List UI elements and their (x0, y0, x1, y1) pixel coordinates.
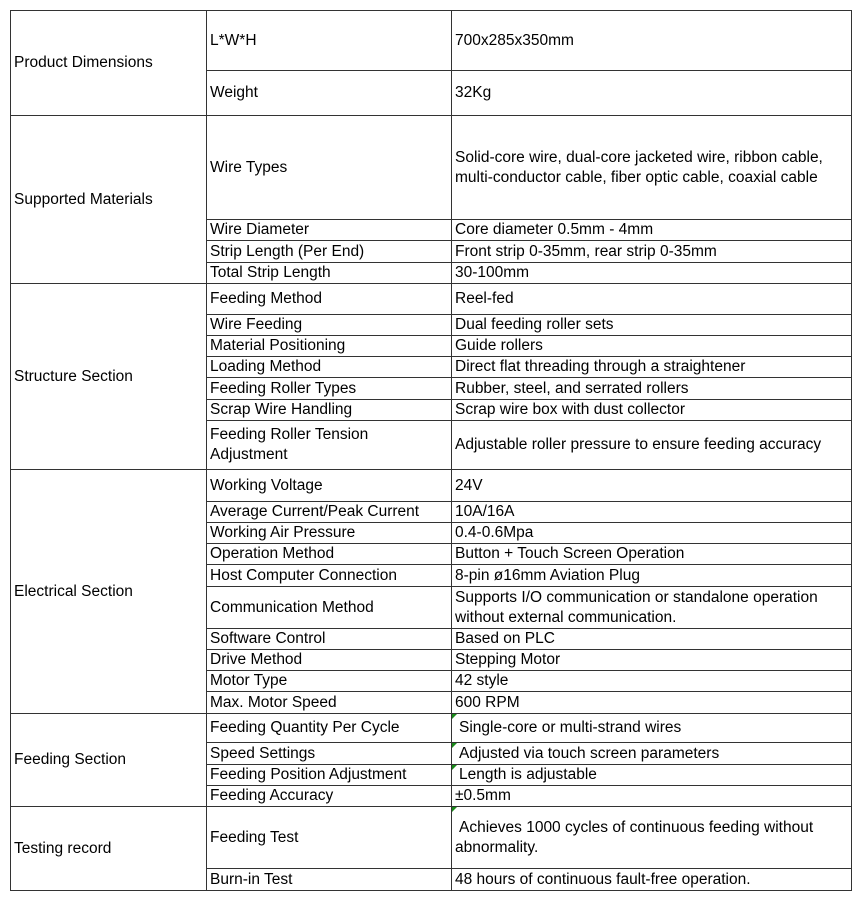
spec-value: 42 style (452, 671, 852, 692)
spec-label: L*W*H (207, 11, 452, 71)
spec-label: Speed Settings (207, 743, 452, 765)
spec-label: Feeding Roller Types (207, 378, 452, 400)
spec-value: 30-100mm (452, 263, 852, 284)
spec-value: 32Kg (452, 71, 852, 116)
spec-label: Feeding Test (207, 807, 452, 869)
spec-label: Working Voltage (207, 470, 452, 502)
spec-value: Dual feeding roller sets (452, 315, 852, 336)
spec-value: 48 hours of continuous fault-free operation. (452, 869, 852, 891)
table-row (11, 470, 852, 502)
spec-label: Total Strip Length (207, 263, 452, 284)
spec-label: Drive Method (207, 650, 452, 671)
section-name: Feeding Section (11, 714, 207, 807)
spec-label: Motor Type (207, 671, 452, 692)
section-name: Supported Materials (11, 116, 207, 284)
spec-label: Software Control (207, 629, 452, 650)
spec-label: Scrap Wire Handling (207, 400, 452, 421)
spec-value-text: Single-core or multi-strand wires (459, 719, 682, 736)
spec-value: 600 RPM (452, 692, 852, 714)
section-name: Structure Section (11, 284, 207, 470)
spec-label: Feeding Accuracy (207, 786, 452, 807)
spec-value: Stepping Motor (452, 650, 852, 671)
spec-value: ±0.5mm (452, 786, 852, 807)
spec-label: Host Computer Connection (207, 565, 452, 587)
spec-label: Loading Method (207, 357, 452, 378)
spec-label: Material Positioning (207, 336, 452, 357)
spec-value: Scrap wire box with dust collector (452, 400, 852, 421)
spec-value: Front strip 0-35mm, rear strip 0-35mm (452, 241, 852, 263)
spec-value: Rubber, steel, and serrated rollers (452, 378, 852, 400)
spec-value: Core diameter 0.5mm - 4mm (452, 220, 852, 241)
spec-label: Feeding Roller Tension Adjustment (207, 421, 452, 470)
spec-label: Max. Motor Speed (207, 692, 452, 714)
spec-value: 700x285x350mm (452, 11, 852, 71)
spec-label: Wire Diameter (207, 220, 452, 241)
spec-value-text: Length is adjustable (459, 766, 597, 783)
table-row (11, 714, 852, 743)
spec-value (452, 765, 852, 786)
spec-label: Feeding Position Adjustment (207, 765, 452, 786)
section-name: Product Dimensions (11, 11, 207, 116)
spec-value (452, 714, 852, 743)
spec-value (452, 807, 852, 869)
spec-label: Feeding Method (207, 284, 452, 315)
table-row (11, 807, 852, 869)
spec-label: Operation Method (207, 544, 452, 565)
table-row (11, 11, 852, 71)
spec-label: Strip Length (Per End) (207, 241, 452, 263)
spec-label: Communication Method (207, 587, 452, 629)
table-row (11, 116, 852, 220)
spec-label: Wire Feeding (207, 315, 452, 336)
spec-value: Guide rollers (452, 336, 852, 357)
spec-value (452, 743, 852, 765)
section-name: Electrical Section (11, 470, 207, 714)
spec-value: Button + Touch Screen Operation (452, 544, 852, 565)
spec-value: 24V (452, 470, 852, 502)
table-row (11, 284, 852, 315)
spec-value: Reel-fed (452, 284, 852, 315)
spec-value: 8-pin ø16mm Aviation Plug (452, 565, 852, 587)
spec-label: Average Current/Peak Current (207, 502, 452, 523)
spec-label: Burn-in Test (207, 869, 452, 891)
spec-label: Working Air Pressure (207, 523, 452, 544)
spec-value-text: Achieves 1000 cycles of continuous feeding without abnormality. (455, 818, 814, 856)
spec-label: Wire Types (207, 116, 452, 220)
spec-label: Weight (207, 71, 452, 116)
spec-value: Supports I/O communication or standalone operation without external communication. (452, 587, 852, 629)
spec-value: Based on PLC (452, 629, 852, 650)
spec-value: Direct flat threading through a straightener (452, 357, 852, 378)
spec-label: Feeding Quantity Per Cycle (207, 714, 452, 743)
spec-value: 10A/16A (452, 502, 852, 523)
spec-table (10, 10, 852, 891)
section-name: Testing record (11, 807, 207, 891)
spec-value: Solid-core wire, dual-core jacketed wire, ribbon cable, multi-conductor cable, fiber optic cable, coaxial cable (452, 116, 852, 220)
spec-value-text: Adjusted via touch screen parameters (459, 744, 720, 762)
spec-value: Adjustable roller pressure to ensure feeding accuracy (452, 421, 852, 470)
spec-value: 0.4-0.6Mpa (452, 523, 852, 544)
